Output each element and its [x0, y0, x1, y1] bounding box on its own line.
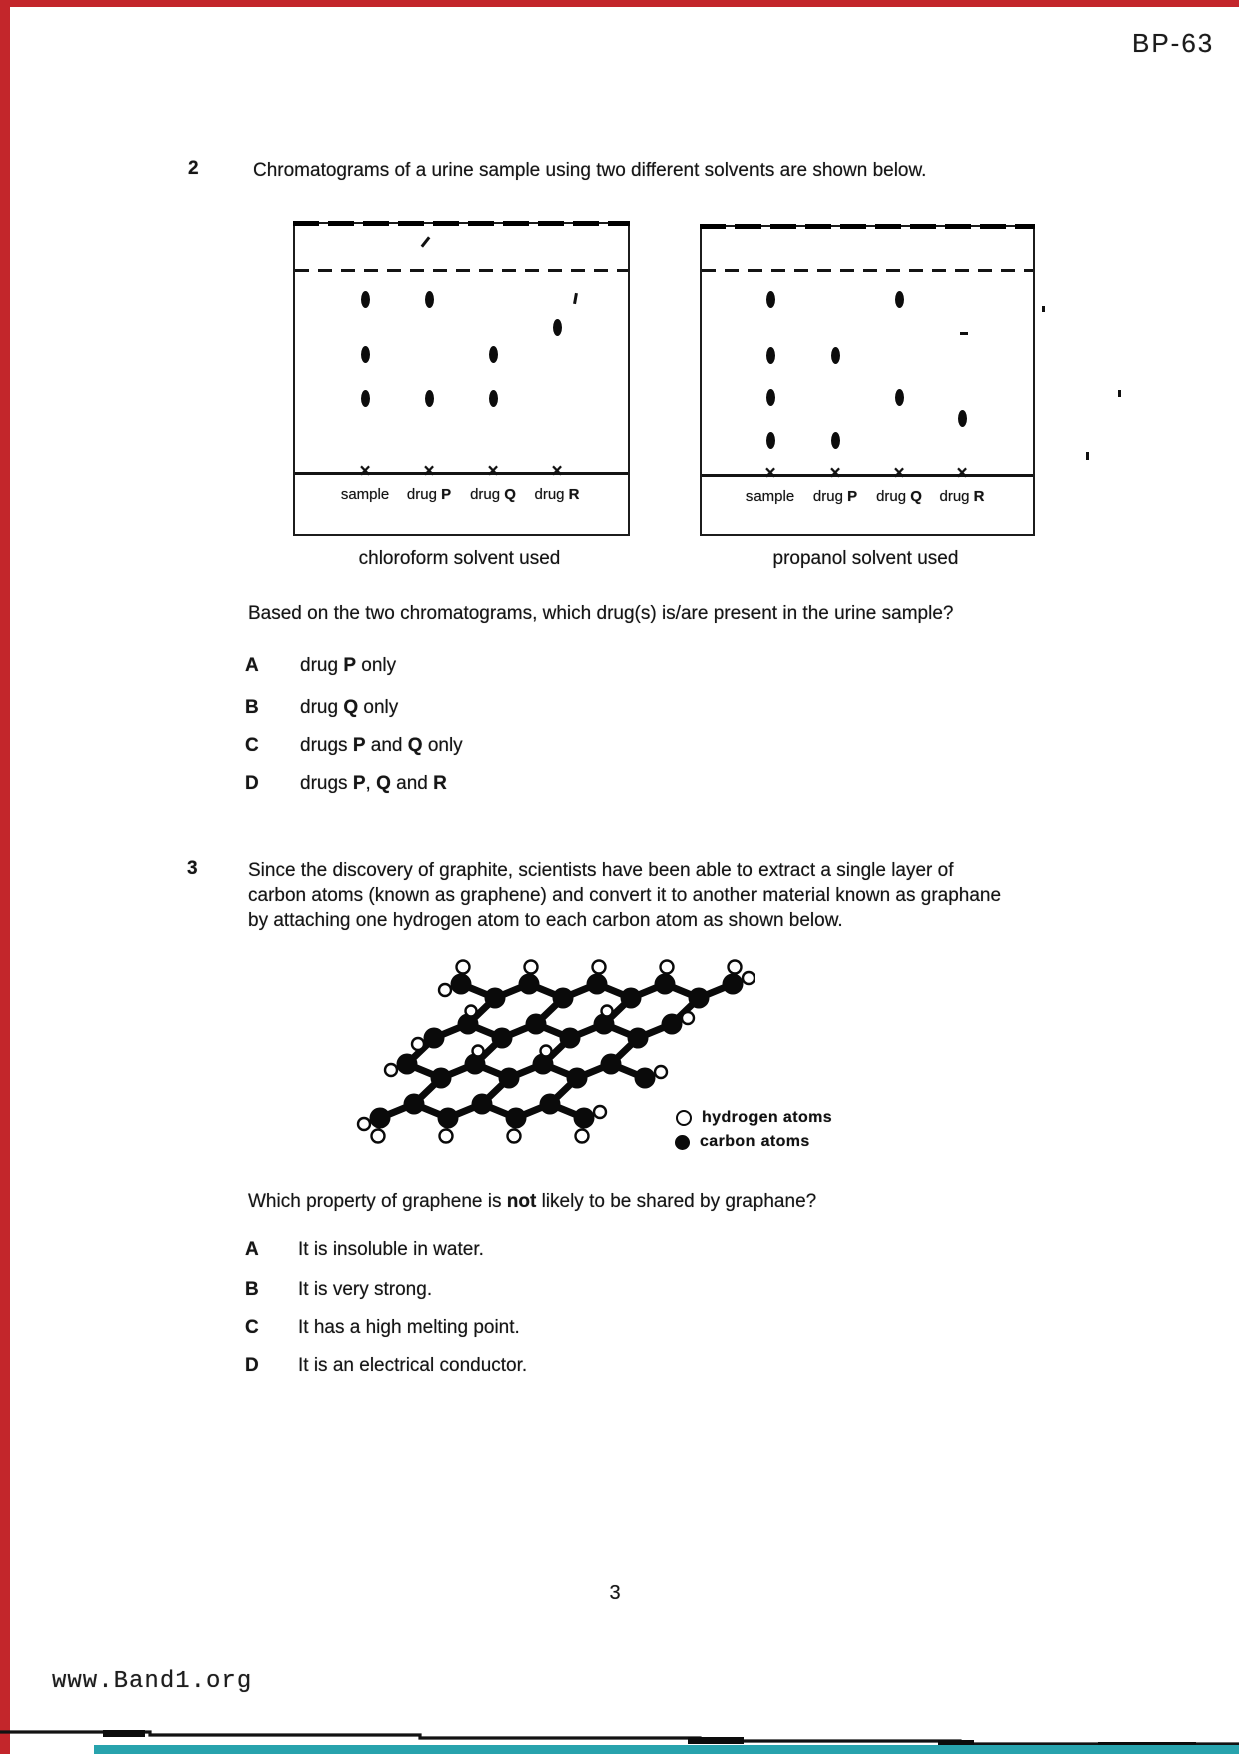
question-2-stem: Chromatograms of a urine sample using two different solvents are shown below.	[253, 160, 927, 181]
origin-x-mark: ×	[423, 461, 435, 483]
question-3-stem: Since the discovery of graphite, scientists have been able to extract a single layer of carbon atoms (known as graphene) and convert it to another material known as graphane by attaching one hydrogen atom to each carbon atom as shown below.	[248, 860, 1002, 931]
solvent-front-line	[295, 269, 628, 272]
origin-x-mark: ×	[359, 461, 371, 483]
question-3-prompt-prefix: Which property of graphene is	[248, 1191, 507, 1212]
chromatogram-spot	[489, 390, 498, 407]
origin-x-mark: ×	[487, 461, 499, 483]
option-text: drug Q only	[300, 697, 399, 718]
option-letter: D	[245, 1355, 259, 1376]
lane-label: sample	[745, 488, 795, 505]
legend-carbon	[675, 1130, 810, 1154]
lane-label: drug P	[812, 488, 858, 505]
footer-url: www.Band1.org	[52, 1668, 253, 1695]
header-code: BP-63	[1132, 28, 1215, 58]
stray-mark	[1042, 306, 1045, 312]
baseline	[702, 474, 1033, 477]
legend-label: hydrogen atoms	[702, 1109, 833, 1126]
lane-label: sample	[340, 486, 390, 503]
stray-mark	[1086, 452, 1089, 460]
chromatogram-spot	[361, 390, 370, 407]
scan-artifact-top-border	[293, 221, 630, 226]
question-3-prompt-suffix: likely to be shared by graphane?	[536, 1191, 817, 1212]
origin-x-mark: ×	[893, 463, 905, 485]
red-edge-top	[0, 0, 1239, 7]
option-text: drugs P and Q only	[300, 735, 463, 756]
chromatogram-spot	[766, 389, 775, 406]
option-letter: C	[245, 1317, 259, 1338]
carbon-atom-icon	[675, 1135, 690, 1150]
stray-mark	[960, 332, 968, 335]
chromatogram-spot	[831, 432, 840, 449]
lane-label: drug R	[939, 488, 985, 505]
hydrogen-atom-icon	[676, 1110, 692, 1126]
option-text: drugs P, Q and R	[300, 773, 447, 794]
chromatogram-figure-propanol	[700, 225, 1035, 536]
option-text: It is insoluble in water.	[298, 1239, 484, 1260]
chromatogram-spot	[895, 389, 904, 406]
stray-mark	[421, 236, 431, 247]
page-number: 3	[609, 1582, 621, 1604]
legend-label: carbon atoms	[700, 1133, 810, 1150]
chromatogram-spot	[425, 291, 434, 308]
legend-hydrogen	[676, 1106, 832, 1130]
question-2-number: 2	[188, 158, 199, 179]
lane-label: drug Q	[470, 486, 516, 503]
chromatogram-spot	[766, 347, 775, 364]
chromatogram-spot	[895, 291, 904, 308]
chromatogram-spot	[489, 346, 498, 363]
question-3-number: 3	[187, 858, 198, 879]
option-text: drug P only	[300, 655, 397, 676]
option-letter: D	[245, 773, 259, 794]
lane-label: drug P	[406, 486, 452, 503]
lane-label: drug Q	[876, 488, 922, 505]
question-3-prompt	[248, 1191, 816, 1213]
option-text: It has a high melting point.	[298, 1317, 520, 1338]
chromatogram-spot	[766, 291, 775, 308]
chromatogram-spot	[831, 347, 840, 364]
origin-x-mark: ×	[829, 463, 841, 485]
chromatogram-figure-chloroform	[293, 222, 630, 536]
chromatogram-spot	[425, 390, 434, 407]
scan-artifact-top-border	[700, 224, 1035, 229]
option-text: It is an electrical conductor.	[298, 1355, 528, 1376]
option-letter: A	[245, 1239, 259, 1260]
origin-x-mark: ×	[551, 461, 563, 483]
chromatogram-spot	[766, 432, 775, 449]
figure-caption-left: chloroform solvent used	[358, 548, 561, 569]
option-letter: B	[245, 697, 259, 718]
chromatogram-spot	[958, 410, 967, 427]
question-3-prompt-bold: not	[506, 1191, 537, 1212]
baseline	[295, 472, 628, 475]
chromatogram-spot	[361, 346, 370, 363]
chromatogram-spot	[553, 319, 562, 336]
question-2-prompt: Based on the two chromatograms, which drug(s) is/are present in the urine sample?	[248, 603, 954, 624]
chromatogram-spot	[361, 291, 370, 308]
option-text: It is very strong.	[298, 1279, 433, 1300]
origin-x-mark: ×	[764, 463, 776, 485]
solvent-front-line	[702, 269, 1033, 272]
origin-x-mark: ×	[956, 463, 968, 485]
option-letter: A	[245, 655, 259, 676]
figure-caption-right: propanol solvent used	[772, 548, 959, 569]
teal-edge-bottom	[94, 1745, 1239, 1754]
lane-label: drug R	[534, 486, 580, 503]
red-edge-left	[0, 0, 10, 1754]
stray-mark	[1118, 390, 1121, 397]
option-letter: B	[245, 1279, 259, 1300]
option-letter: C	[245, 735, 259, 756]
